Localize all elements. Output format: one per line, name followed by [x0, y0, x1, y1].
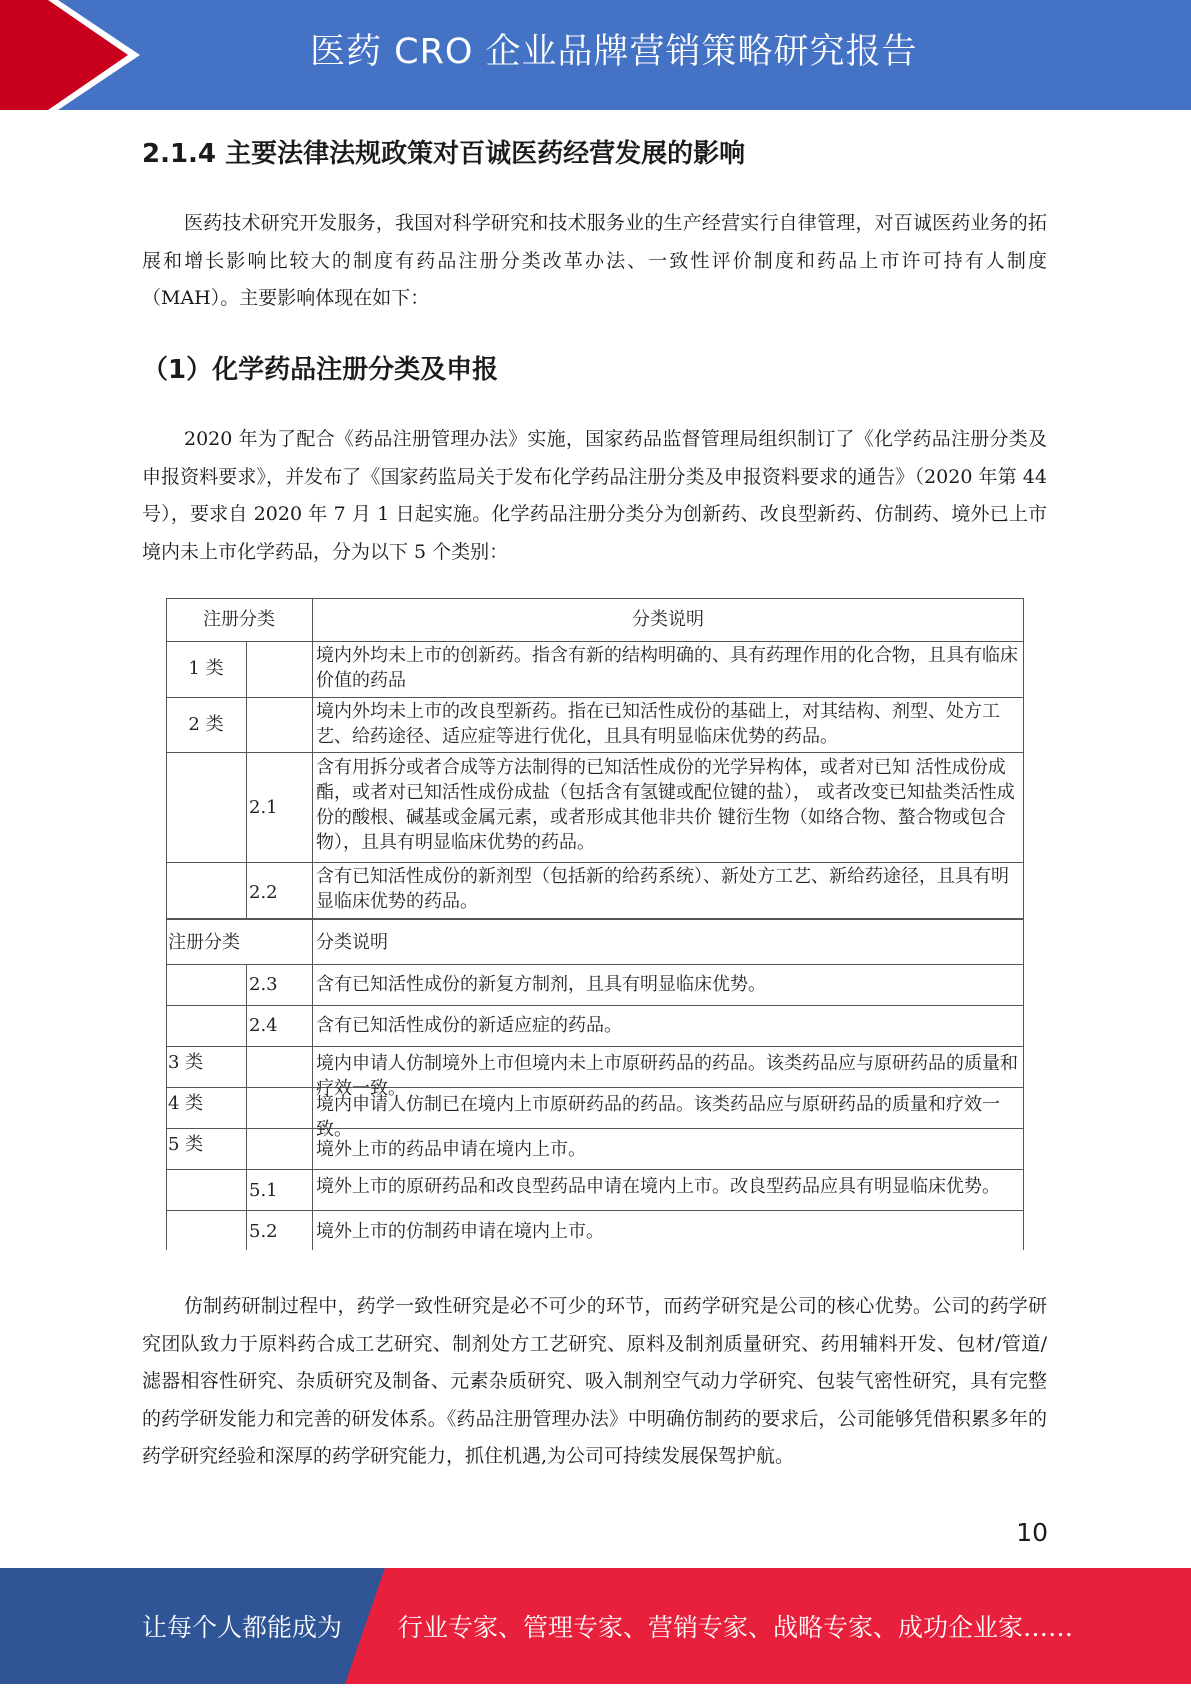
intro-paragraph-block: [142, 205, 1047, 318]
table-cell-class: 5 类: [168, 1134, 204, 1155]
table-cell-class: 1 类: [188, 658, 224, 679]
table-cell-description: 境内申请人仿制已在境内上市原研药品的药品。该类药品应与原研药品的质量和疗效一致。: [316, 1094, 1000, 1140]
table-cell-description: 含有已知活性成份的新剂型（包括新的给药系统）、新处方工艺、新给药途径，且具有明显临床优势的药品。: [316, 866, 1009, 912]
table-cell-description: 境内外均未上市的创新药。指含有新的结构明确的、具有药理作用的化合物，且具有临床价值的药品: [316, 645, 1018, 691]
table-cell-class: 4 类: [168, 1093, 204, 1114]
table-cell-description: 境外上市的药品申请在境内上市。: [316, 1139, 586, 1160]
table-cell-class: 2 类: [188, 714, 224, 735]
table-cell-description: 境外上市的仿制药申请在境内上市。: [316, 1221, 604, 1242]
table-cell-subclass: 5.2: [249, 1221, 278, 1242]
table-cell-description: 含有已知活性成份的新适应症的药品。: [316, 1015, 622, 1036]
table-cell-description: 境内申请人仿制境外上市但境内未上市原研药品的药品。该类药品应与原研药品的质量和疗效一致。: [316, 1053, 1018, 1099]
page-header: [0, 0, 1191, 110]
closing-paragraph: 仿制药研制过程中，药学一致性研究是必不可少的环节，而药学研究是公司的核心优势。公司的药学研究团队致力于原料药合成工艺研究、制剂处方工艺研究、原料及制剂质量研究、药用辅料开发、包材/管道/滤器相容性研究、杂质研究及制备、元素杂质研究、吸入制剂空气动力学研究、包装气密性研究，具有完整的药学研发能力和完善的研发体系。《药品注册管理办法》中明确仿制药的要求后，公司能够凭借积累多年的药学研究经验和深厚的药学研究能力，抓住机遇,为公司可持续发展保驾护航。: [142, 1295, 1047, 1467]
intro-paragraph: 医药技术研究开发服务，我国对科学研究和技术服务业的生产经营实行自律管理，对百诚医药业务的拓展和增长影响比较大的制度有药品注册分类改革办法、一致性评价制度和药品上市许可持有人制度（MAH）。主要影响体现在如下：: [142, 212, 1047, 309]
table-cell-description: 境外上市的原研药品和改良型药品申请在境内上市。改良型药品应具有明显临床优势。: [316, 1176, 1000, 1197]
table-cell-subclass: 2.4: [249, 1015, 278, 1036]
table-cell-description: 境内外均未上市的改良型新药。指在已知活性成份的基础上，对其结构、剂型、处方工艺、给药途径、适应症等进行优化，且具有明显临床优势的药品。: [316, 701, 1000, 747]
report-title: 医药 CRO 企业品牌营销策略研究报告: [310, 32, 918, 72]
page-footer: [0, 1568, 1191, 1684]
table-cell-class: 3 类: [168, 1052, 204, 1073]
table-cell-description: 含有已知活性成份的新复方制剂，且具有明显临床优势。: [316, 974, 766, 995]
closing-paragraph-block: [142, 1288, 1047, 1476]
table-cell-subclass: 2.2: [249, 882, 278, 903]
table-repeat-header-description: 分类说明: [316, 932, 388, 953]
page-number: 10: [1016, 1518, 1048, 1547]
subsection-heading: （1）化学药品注册分类及申报: [142, 355, 499, 385]
footer-slogan-left: 让每个人都能成为: [142, 1613, 343, 1642]
table-repeat-header-class: 注册分类: [168, 932, 240, 953]
table-cell-subclass: 2.3: [249, 974, 278, 995]
footer-slogan-right: 行业专家、管理专家、营销专家、战略专家、成功企业家……: [398, 1613, 1074, 1642]
registration-class-table: [166, 598, 1024, 1250]
table-header-description: 分类说明: [632, 609, 704, 630]
section-heading: 2.1.4 主要法律法规政策对百诚医药经营发展的影响: [142, 139, 746, 169]
policy-paragraph-block: [142, 421, 1047, 571]
table-header-class: 注册分类: [203, 609, 275, 630]
table-cell-subclass: 2.1: [249, 797, 278, 818]
policy-paragraph: 2020 年为了配合《药品注册管理办法》实施，国家药品监督管理局组织制订了《化学药品注册分类及申报资料要求》，并发布了《国家药监局关于发布化学药品注册分类及申报资料要求的通告》（2020 年第 44 号），要求自 2020 年 7 月 1 日起实施。化学药品注册分类分为创新药、改良型新药、仿制药、境外已上市境内未上市化学药品，分为以下 5 个类别：: [142, 428, 1047, 563]
header-arrow-icon: [0, 0, 160, 110]
table-cell-description: 含有用拆分或者合成等方法制得的已知活性成份的光学异构体，或者对已知 活性成份成酯，或者对已知活性成份成盐（包括含有氢键或配位键的盐）， 或者改变已知盐类活性成份的酸根、碱基或金属元素，或者形成其他非共价 键衍生物（如络合物、螯合物或包合物），且具有明显临床优势的药品。: [316, 757, 1015, 853]
table-cell-subclass: 5.1: [249, 1180, 278, 1201]
